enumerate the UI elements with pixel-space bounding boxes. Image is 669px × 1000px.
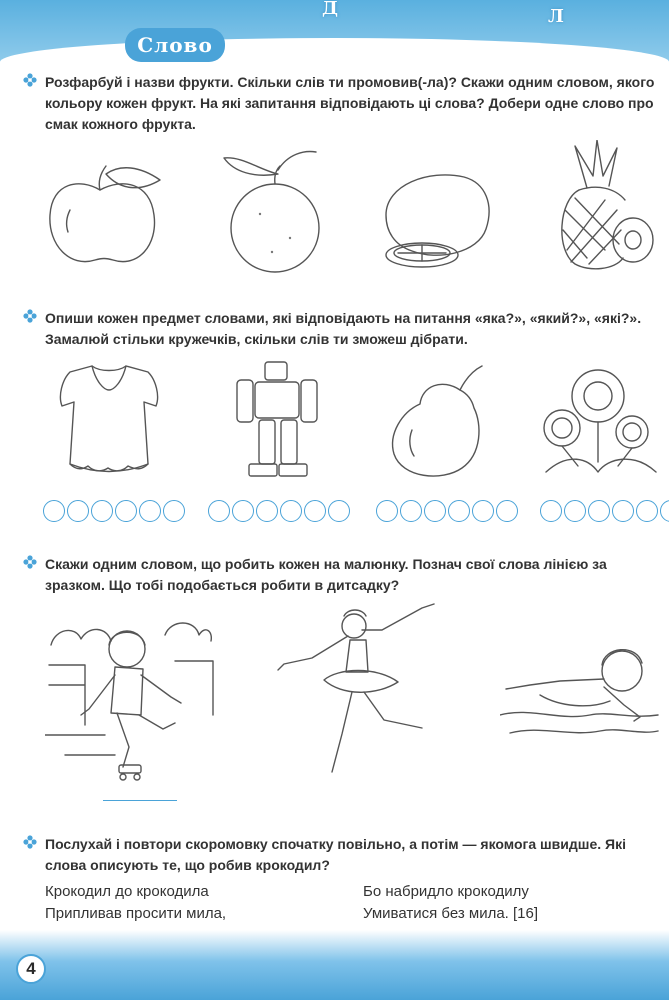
answer-circle[interactable]	[540, 500, 562, 522]
task-2-text: Опиши кожен предмет словами, які відповідають на питання «яка?», «який?», «які?». Замалюй стільки кружечків, скільки слів ти зможеш дібрати.	[45, 310, 642, 347]
poem-line: Припливав просити мила,	[45, 905, 227, 922]
task-3-text: Скажи одним словом, що робить кожен на малюнку. Познач свої слова лінією за зразком. Що тобі подобається робити в дитсадку?	[45, 556, 607, 593]
answer-circle[interactable]	[472, 500, 494, 522]
pineapple-drawing	[545, 140, 663, 275]
answer-circle[interactable]	[115, 500, 137, 522]
answer-circle[interactable]	[280, 500, 302, 522]
answer-circle[interactable]	[636, 500, 658, 522]
page-number: 4	[16, 954, 46, 984]
deco-letter-l: Л	[548, 6, 564, 27]
poem-left-column	[45, 881, 226, 925]
orange-drawing	[220, 148, 330, 276]
answer-circle[interactable]	[67, 500, 89, 522]
answer-circle[interactable]	[256, 500, 278, 522]
flower-bullet-icon	[23, 309, 37, 323]
answer-circle[interactable]	[448, 500, 470, 522]
task-4-text: Послухай і повтори скоромовку спочатку повільно, а потім — якомога швидше. Які слова описують те, що робив крокодил?	[45, 836, 626, 873]
section-title: Слово	[137, 33, 213, 57]
footer-band	[0, 930, 669, 1000]
dress-drawing	[52, 360, 167, 480]
swimmer-drawing	[500, 625, 660, 755]
answer-circle[interactable]	[304, 500, 326, 522]
answer-circle[interactable]	[163, 500, 185, 522]
answer-circle[interactable]	[139, 500, 161, 522]
ballerina-drawing	[272, 600, 442, 785]
answer-circle[interactable]	[588, 500, 610, 522]
task-3	[45, 554, 663, 596]
circle-group-4	[540, 500, 669, 522]
poem-line: Крокодил до крокодила	[45, 883, 209, 900]
task-2	[45, 308, 663, 350]
deco-letter-d: Д	[322, 0, 339, 19]
answer-circle[interactable]	[400, 500, 422, 522]
task-1-text: Розфарбуй і назви фрукти. Скільки слів ти промовив(-ла)? Скажи одним словом, якого кольору кожен фрукт. На які запитання відповідають ці слова? Добери одне слово про смак кожного фрукта.	[45, 74, 655, 132]
answer-circle[interactable]	[43, 500, 65, 522]
poem-right-column	[363, 881, 538, 925]
apple-drawing	[40, 160, 170, 275]
flower-bullet-icon	[23, 73, 37, 87]
answer-circle[interactable]	[328, 500, 350, 522]
answer-circle[interactable]	[208, 500, 230, 522]
answer-circle[interactable]	[376, 500, 398, 522]
task-4	[45, 834, 661, 876]
answer-circle[interactable]	[424, 500, 446, 522]
poem-line: Бо набридло крокодилу	[363, 883, 529, 900]
flower-bullet-icon	[23, 555, 37, 569]
circle-group-1	[43, 500, 185, 522]
answer-circle[interactable]	[496, 500, 518, 522]
answer-circle[interactable]	[564, 500, 586, 522]
circle-group-3	[376, 500, 518, 522]
lemon-drawing	[378, 165, 496, 275]
answer-circle[interactable]	[232, 500, 254, 522]
answer-circle[interactable]	[660, 500, 669, 522]
section-title-badge	[125, 28, 225, 62]
robot-drawing	[225, 358, 330, 483]
answer-circle[interactable]	[612, 500, 634, 522]
poem-line: Умиватися без мила. [16]	[363, 905, 539, 922]
answer-circle[interactable]	[91, 500, 113, 522]
pear-drawing	[382, 360, 492, 482]
flower-bullet-icon	[23, 835, 37, 849]
sample-answer-line	[103, 800, 177, 801]
sunflowers-drawing	[538, 362, 663, 482]
task-1	[45, 72, 657, 135]
circle-group-2	[208, 500, 350, 522]
roller-skater-drawing	[45, 605, 215, 785]
